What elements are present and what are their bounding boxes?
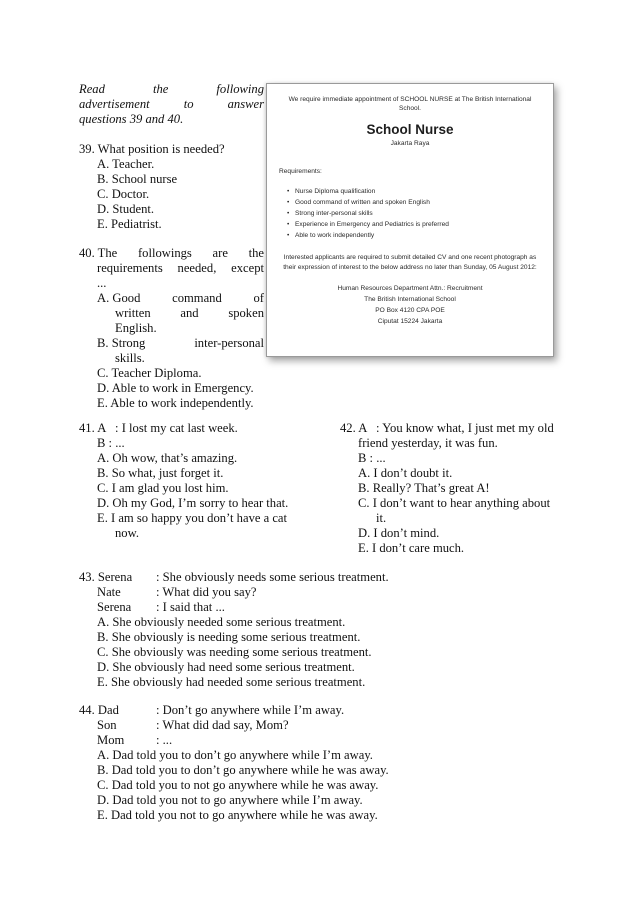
ad-address-line-3: PO Box 4120 CPA POE [375,307,445,314]
bullet-icon: • [287,221,290,228]
q39-option-e[interactable]: E. Pediatrist. [97,217,162,231]
q42-dialogue-a: 42. A : You know what, I just met my old [340,421,554,435]
q40-question-line-3: ... [97,276,107,290]
q43-speaker-1: 43. Serena [79,570,133,584]
q43-speaker-2: Nate [97,585,121,599]
ad-intro-line-1: We require immediate appointment of SCHOOL NURSE at The British International [288,96,532,103]
q40-question-line-2: requirements needed, except [97,261,264,275]
school-nurse-advertisement [266,83,554,357]
ad-title: School Nurse [366,122,454,137]
q40-option-d[interactable]: D. Able to work in Emergency. [97,381,254,395]
ad-requirements-header: Requirements: [279,168,322,175]
q43-line-1: : She obviously needs some serious treatment. [156,570,389,584]
q42-option-b[interactable]: B. Really? That’s great A! [358,481,490,495]
ad-requirement-4: • Experience in Emergency and Pediatrics is preferred [287,221,449,228]
q39-option-d[interactable]: D. Student. [97,202,155,216]
q44-option-c[interactable]: C. Dad told you to not go anywhere while he was away. [97,778,379,792]
q44-speaker-3: Mom [97,733,125,747]
q40-question-line-1: 40. The followings are the [79,246,264,260]
q39-option-b[interactable]: B. School nurse [97,172,178,186]
q44-speaker-1: 44. Dad [79,703,119,717]
q44-option-a[interactable]: A. Dad told you to don’t go anywhere while I’m away. [97,748,373,762]
bullet-icon: • [287,210,290,217]
q43-option-c[interactable]: C. She obviously was needing some serious treatment. [97,645,372,659]
q40-option-b-cont: skills. [115,351,145,365]
intro-line-2: advertisement to answer [79,97,264,111]
q43-option-b[interactable]: B. She obviously is needing some serious treatment. [97,630,361,644]
q41-option-e-cont: now. [115,526,140,540]
q41-dialogue-a: 41. A : I lost my cat last week. [79,421,238,435]
q44-option-b[interactable]: B. Dad told you to don’t go anywhere while he was away. [97,763,389,777]
q41-option-d[interactable]: D. Oh my God, I’m sorry to hear that. [97,496,289,510]
q41-option-e[interactable]: E. I am so happy you don’t have a cat [97,511,288,525]
q41-option-b[interactable]: B. So what, just forget it. [97,466,224,480]
q43-speaker-3: Serena [97,600,132,614]
q42-dialogue-a-cont: friend yesterday, it was fun. [358,436,498,450]
q40-option-e[interactable]: E. Able to work independently. [97,396,254,410]
q42-option-a[interactable]: A. I don’t doubt it. [358,466,453,480]
q39-question: 39. What position is needed? [79,142,225,156]
ad-address-line-2: The British International School [364,296,456,303]
ad-apply-line-2: their expression of interest to the below address no later than Sunday, 05 August 2012: [283,264,537,271]
q40-option-b[interactable]: B. Strong inter-personal [97,336,264,350]
q44-line-3: : ... [156,733,173,747]
q40-option-c[interactable]: C. Teacher Diploma. [97,366,202,380]
q44-line-1: : Don’t go anywhere while I’m away. [156,703,345,717]
q42-option-c[interactable]: C. I don’t want to hear anything about [358,496,551,510]
ad-requirement-3: • Strong inter-personal skills [287,210,373,217]
q41-option-c[interactable]: C. I am glad you lost him. [97,481,229,495]
intro-line-1: Read the following [79,82,264,96]
q42-option-c-cont: it. [376,511,387,525]
ad-requirement-1: • Nurse Diploma qualification [287,188,376,195]
bullet-icon: • [287,199,290,206]
q40-option-a-cont: written and spoken [115,306,264,320]
bullet-icon: • [287,188,290,195]
q43-option-a[interactable]: A. She obviously needed some serious treatment. [97,615,346,629]
q44-speaker-2: Son [97,718,117,732]
q44-option-d[interactable]: D. Dad told you not to go anywhere while I’m away. [97,793,363,807]
q43-line-3: : I said that ... [156,600,225,614]
ad-location: Jakarta Raya [390,140,430,147]
q42-option-e[interactable]: E. I don’t care much. [358,541,465,555]
ad-requirement-2: • Good command of written and spoken English [287,199,430,206]
q44-line-2: : What did dad say, Mom? [156,718,289,732]
q40-option-a[interactable]: A. Good command of [97,291,264,305]
q44-option-e[interactable]: E. Dad told you not to go anywhere while he was away. [97,808,378,822]
q39-option-a[interactable]: A. Teacher. [97,157,155,171]
q41-option-a[interactable]: A. Oh wow, that’s amazing. [97,451,238,465]
q42-dialogue-b: B : ... [358,451,386,465]
intro-line-3: questions 39 and 40. [79,112,184,126]
ad-apply-line-1: Interested applicants are required to submit detailed CV and one recent photograph as [283,254,537,261]
q39-option-c[interactable]: C. Doctor. [97,187,150,201]
q41-dialogue-b: B : ... [97,436,125,450]
ad-address-line-4: Ciputat 15224 Jakarta [377,318,443,325]
ad-intro-line-2: School. [399,105,421,112]
q43-option-e[interactable]: E. She obviously had needed some serious treatment. [97,675,366,689]
q40-option-a-cont-2: English. [115,321,157,335]
q43-line-2: : What did you say? [156,585,257,599]
bullet-icon: • [287,232,290,239]
q43-option-d[interactable]: D. She obviously had need some serious treatment. [97,660,355,674]
q42-option-d[interactable]: D. I don’t mind. [358,526,440,540]
ad-requirement-5: • Able to work independently [287,232,375,239]
ad-address-line-1: Human Resources Department Attn.: Recruitment [337,285,483,292]
